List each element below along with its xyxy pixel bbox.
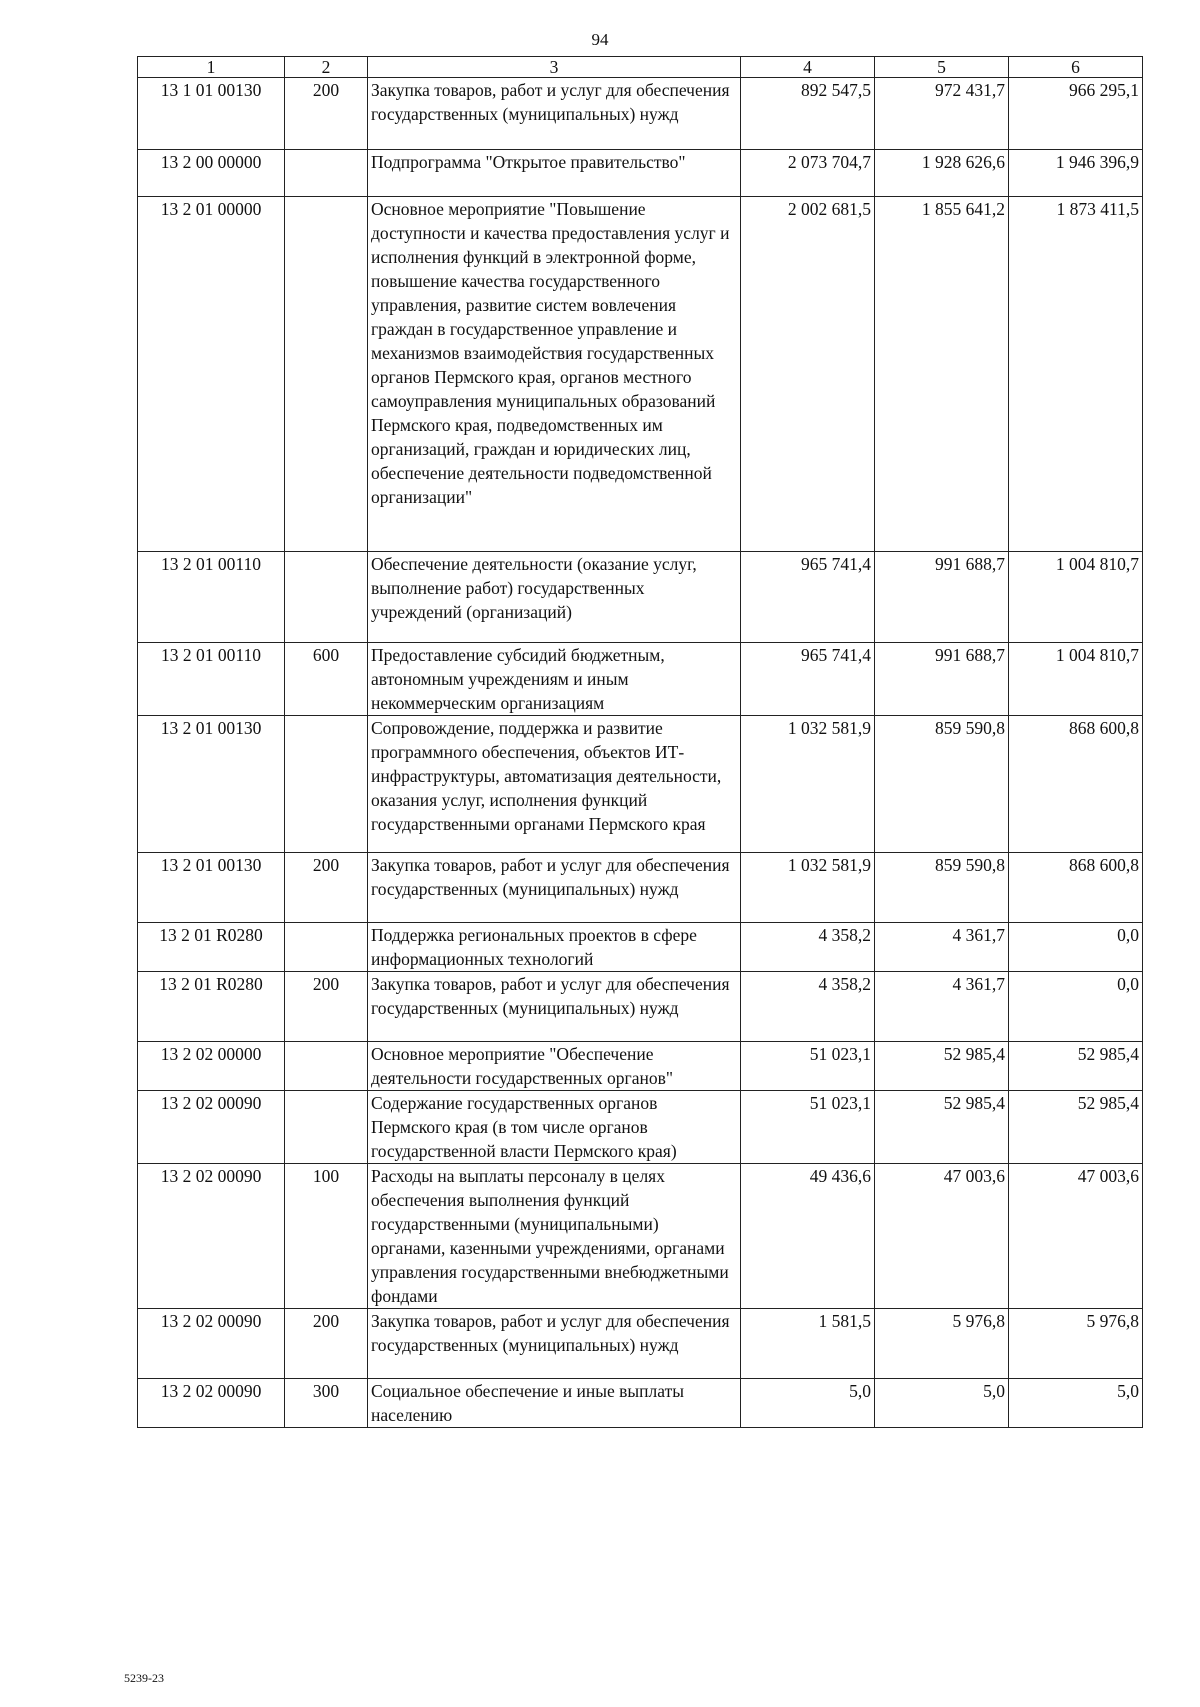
row-value-col4: 1 032 581,9 <box>741 853 875 923</box>
row-value-col5: 4 361,7 <box>875 972 1009 1042</box>
row-expense-type: 100 <box>285 1164 368 1309</box>
row-expense-type: 200 <box>285 972 368 1042</box>
row-value-col4: 965 741,4 <box>741 643 875 716</box>
row-value-col5: 859 590,8 <box>875 716 1009 853</box>
table-row <box>138 150 1143 197</box>
row-expense-type <box>285 552 368 643</box>
row-value-col6: 868 600,8 <box>1009 853 1143 923</box>
row-name: Расходы на выплаты персоналу в целях обеспечения выполнения функций государственными (муниципальными) органами, казенными учреждениями, органами управления государственными внебюджетными фондами <box>368 1164 741 1309</box>
table-row <box>138 716 1143 853</box>
row-code: 13 2 02 00000 <box>138 1042 285 1091</box>
table-row <box>138 197 1143 552</box>
column-header: 1 <box>138 57 285 78</box>
column-header: 3 <box>368 57 741 78</box>
table-row <box>138 78 1143 150</box>
row-name: Подпрограмма "Открытое правительство" <box>368 150 741 197</box>
row-name: Сопровождение, поддержка и развитие программного обеспечения, объектов ИТ-инфраструктуры, автоматизация деятельности, оказания услуг, исполнения функций государственными органами Пермского края <box>368 716 741 853</box>
document-code: 5239-23 <box>124 1671 164 1685</box>
row-value-col6: 1 004 810,7 <box>1009 643 1143 716</box>
column-header: 4 <box>741 57 875 78</box>
row-value-col4: 5,0 <box>741 1379 875 1428</box>
row-value-col6: 0,0 <box>1009 972 1143 1042</box>
row-name: Основное мероприятие "Повышение доступности и качества предоставления услуг и исполнения функций в электронной форме, повышение качества государственного управления, развитие систем вовлечения граждан в государственное управление и механизмов взаимодействия государственных органов Пермского края, органов местного самоуправления муниципальных образований Пермского края, подведомственных им организаций, граждан и юридических лиц, обеспечение деятельности подведомственной организации" <box>368 197 741 552</box>
row-value-col6: 1 946 396,9 <box>1009 150 1143 197</box>
row-code: 13 2 01 00110 <box>138 643 285 716</box>
table-row <box>138 1164 1143 1309</box>
row-value-col4: 1 032 581,9 <box>741 716 875 853</box>
column-header: 2 <box>285 57 368 78</box>
row-name: Социальное обеспечение и иные выплаты населению <box>368 1379 741 1428</box>
row-value-col5: 5 976,8 <box>875 1309 1009 1379</box>
row-name: Обеспечение деятельности (оказание услуг, выполнение работ) государственных учреждений (организаций) <box>368 552 741 643</box>
row-value-col4: 892 547,5 <box>741 78 875 150</box>
row-value-col6: 966 295,1 <box>1009 78 1143 150</box>
row-expense-type <box>285 150 368 197</box>
budget-table <box>137 56 1143 1428</box>
row-value-col5: 859 590,8 <box>875 853 1009 923</box>
row-code: 13 2 02 00090 <box>138 1379 285 1428</box>
row-name: Закупка товаров, работ и услуг для обеспечения государственных (муниципальных) нужд <box>368 1309 741 1379</box>
row-expense-type <box>285 1042 368 1091</box>
row-value-col6: 868 600,8 <box>1009 716 1143 853</box>
row-value-col6: 52 985,4 <box>1009 1042 1143 1091</box>
table-row <box>138 853 1143 923</box>
row-expense-type <box>285 716 368 853</box>
row-value-col4: 4 358,2 <box>741 923 875 972</box>
row-value-col5: 1 928 626,6 <box>875 150 1009 197</box>
row-value-col6: 5 976,8 <box>1009 1309 1143 1379</box>
row-code: 13 2 02 00090 <box>138 1309 285 1379</box>
column-header: 5 <box>875 57 1009 78</box>
row-value-col5: 4 361,7 <box>875 923 1009 972</box>
row-name: Содержание государственных органов Пермского края (в том числе органов государственной власти Пермского края) <box>368 1091 741 1164</box>
table-row <box>138 1379 1143 1428</box>
table-row <box>138 923 1143 972</box>
row-code: 13 2 01 00110 <box>138 552 285 643</box>
row-name: Закупка товаров, работ и услуг для обеспечения государственных (муниципальных) нужд <box>368 972 741 1042</box>
row-code: 13 2 01 R0280 <box>138 972 285 1042</box>
row-value-col4: 2 073 704,7 <box>741 150 875 197</box>
row-value-col6: 0,0 <box>1009 923 1143 972</box>
row-value-col5: 972 431,7 <box>875 78 1009 150</box>
row-value-col6: 5,0 <box>1009 1379 1143 1428</box>
page-number: 94 <box>591 30 609 49</box>
row-value-col6: 1 004 810,7 <box>1009 552 1143 643</box>
row-code: 13 2 02 00090 <box>138 1091 285 1164</box>
row-value-col4: 965 741,4 <box>741 552 875 643</box>
row-expense-type <box>285 197 368 552</box>
row-code: 13 2 00 00000 <box>138 150 285 197</box>
row-expense-type: 200 <box>285 1309 368 1379</box>
row-value-col5: 1 855 641,2 <box>875 197 1009 552</box>
table-row <box>138 552 1143 643</box>
row-expense-type: 200 <box>285 78 368 150</box>
column-header: 6 <box>1009 57 1143 78</box>
row-name: Закупка товаров, работ и услуг для обеспечения государственных (муниципальных) нужд <box>368 78 741 150</box>
row-value-col5: 991 688,7 <box>875 643 1009 716</box>
row-expense-type <box>285 1091 368 1164</box>
row-code: 13 2 02 00090 <box>138 1164 285 1309</box>
table-header-row <box>138 57 1143 78</box>
table-row <box>138 1091 1143 1164</box>
row-value-col4: 49 436,6 <box>741 1164 875 1309</box>
row-value-col5: 52 985,4 <box>875 1091 1009 1164</box>
row-code: 13 2 01 00130 <box>138 716 285 853</box>
table-row <box>138 972 1143 1042</box>
row-code: 13 2 01 R0280 <box>138 923 285 972</box>
row-value-col4: 1 581,5 <box>741 1309 875 1379</box>
row-value-col4: 51 023,1 <box>741 1091 875 1164</box>
row-value-col6: 1 873 411,5 <box>1009 197 1143 552</box>
row-value-col6: 47 003,6 <box>1009 1164 1143 1309</box>
row-value-col4: 2 002 681,5 <box>741 197 875 552</box>
table-row <box>138 1042 1143 1091</box>
row-expense-type: 300 <box>285 1379 368 1428</box>
row-value-col5: 52 985,4 <box>875 1042 1009 1091</box>
table-row <box>138 1309 1143 1379</box>
row-value-col5: 47 003,6 <box>875 1164 1009 1309</box>
row-code: 13 2 01 00000 <box>138 197 285 552</box>
row-name: Поддержка региональных проектов в сфере информационных технологий <box>368 923 741 972</box>
row-name: Предоставление субсидий бюджетным, автономным учреждениям и иным некоммерческим организациям <box>368 643 741 716</box>
row-name: Закупка товаров, работ и услуг для обеспечения государственных (муниципальных) нужд <box>368 853 741 923</box>
table-row <box>138 643 1143 716</box>
row-value-col4: 51 023,1 <box>741 1042 875 1091</box>
row-value-col5: 5,0 <box>875 1379 1009 1428</box>
row-expense-type <box>285 923 368 972</box>
row-expense-type: 200 <box>285 853 368 923</box>
row-code: 13 1 01 00130 <box>138 78 285 150</box>
row-name: Основное мероприятие "Обеспечение деятельности государственных органов" <box>368 1042 741 1091</box>
row-value-col6: 52 985,4 <box>1009 1091 1143 1164</box>
row-value-col4: 4 358,2 <box>741 972 875 1042</box>
row-code: 13 2 01 00130 <box>138 853 285 923</box>
row-value-col5: 991 688,7 <box>875 552 1009 643</box>
row-expense-type: 600 <box>285 643 368 716</box>
